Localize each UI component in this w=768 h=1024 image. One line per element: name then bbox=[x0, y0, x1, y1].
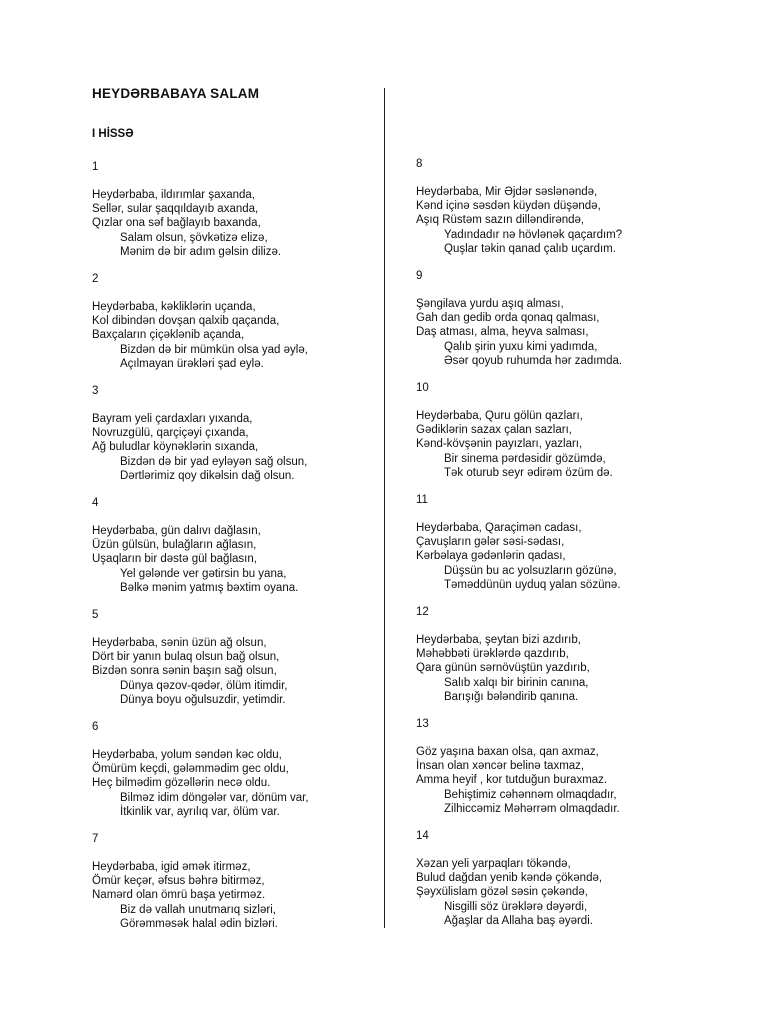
verse-line: Çavuşların gələr səsi-sədası, bbox=[416, 536, 565, 549]
stanza-number: 4 bbox=[92, 497, 99, 509]
part-heading: I HİSSƏ bbox=[92, 128, 134, 140]
verse-line: Heydərbaba, şeytan bizi azdırıb, bbox=[416, 634, 581, 646]
verse-line: Dərtlərimiz qoy dikəlsin dağ olsun. bbox=[120, 469, 295, 482]
verse-line: Bayram yeli çardaxları yıxanda, bbox=[92, 413, 253, 425]
stanza-number: 7 bbox=[92, 833, 99, 845]
stanza-lines bbox=[416, 633, 716, 704]
verse-line: Mənim də bir adım gəlsin dilizə. bbox=[120, 245, 282, 258]
stanza-11 bbox=[416, 493, 716, 592]
verse-line: Ömür keçər, əfsus bəhrə bitirməz, bbox=[92, 875, 265, 888]
stanza-number: 8 bbox=[416, 158, 423, 170]
stanza-lines bbox=[92, 412, 392, 483]
verse-line: Uşaqların bir dəstə gül bağlasın, bbox=[92, 553, 257, 566]
verse-line: Təməddünün uyduq yalan sözünə. bbox=[444, 578, 621, 591]
stanza-number: 2 bbox=[92, 273, 99, 285]
verse-line: Heydərbaba, yolum səndən kəc oldu, bbox=[92, 749, 282, 761]
stanza-number: 10 bbox=[416, 382, 429, 394]
stanza-number: 3 bbox=[92, 385, 99, 397]
stanza-number: 14 bbox=[416, 830, 429, 842]
verse-line: Ağ buludlar köynəklərin sıxanda, bbox=[92, 441, 259, 454]
verse-line: Şəngilava yurdu aşıq alması, bbox=[416, 298, 564, 310]
verse-line: Heydərbaba, kəkliklərin uçanda, bbox=[92, 301, 256, 313]
verse-line: Üzün gülsün, bulağların ağlasın, bbox=[92, 539, 257, 552]
verse-line: Kol dibindən dovşan qalxib qaçanda, bbox=[92, 315, 280, 328]
stanza-12 bbox=[416, 605, 716, 704]
verse-line: Tək oturub seyr ədirəm özüm də. bbox=[444, 466, 613, 479]
stanza-7 bbox=[92, 832, 392, 931]
verse-line: Yadındadır nə hövlənək qaçardım? bbox=[444, 228, 623, 241]
verse-line: Heydərbaba, gün dalıvı dağlasın, bbox=[92, 525, 261, 537]
verse-line: Kərbəlaya gədənlərin qadası, bbox=[416, 550, 566, 563]
verse-line: Kənd içinə səsdən küydən düşəndə, bbox=[416, 200, 601, 213]
verse-line: Şəyxülislam gözəl səsin çəkəndə, bbox=[416, 886, 588, 899]
verse-line: Heydərbaba, ildırımlar şaxanda, bbox=[92, 189, 255, 201]
verse-line: Heydərbaba, Quru gölün qazları, bbox=[416, 410, 583, 422]
stanza-number: 11 bbox=[416, 494, 428, 506]
verse-line: Düşsün bu ac yolsuzların gözünə, bbox=[444, 564, 617, 577]
verse-line: Heydərbaba, sənin üzün ağ olsun, bbox=[92, 637, 267, 649]
verse-line: Bir sinema pərdəsidir gözümdə, bbox=[444, 452, 606, 465]
verse-line: Kənd-kövşənin payızları, yazları, bbox=[416, 438, 583, 451]
verse-line: Salam olsun, şövkətizə elizə, bbox=[120, 231, 268, 244]
verse-line: Nisgilli söz ürəklərə dəyərdi, bbox=[444, 900, 588, 913]
verse-line: Bizdən sonra sənin başın sağ olsun, bbox=[92, 665, 277, 678]
verse-line: Ağaşlar da Allaha baş əyərdi. bbox=[444, 914, 593, 927]
verse-line: Qara günün sərnövüştün yazdırıb, bbox=[416, 662, 590, 675]
verse-line: Göz yaşına baxan olsa, qan axmaz, bbox=[416, 746, 599, 758]
stanza-number: 12 bbox=[416, 606, 429, 618]
verse-line: Namərd olan ömrü başa yetirməz. bbox=[92, 889, 266, 902]
verse-line: Bizdən də bir mümkün olsa yad əylə, bbox=[120, 343, 308, 356]
verse-line: Dünya boyu oğulsuzdir, yetimdir. bbox=[120, 693, 286, 706]
verse-line: Xəzan yeli yarpaqları tökəndə, bbox=[416, 858, 571, 870]
verse-line: Açılmayan ürəkləri şad eylə. bbox=[120, 357, 264, 370]
stanza-number: 5 bbox=[92, 609, 99, 621]
verse-line: Baxçaların çiçəklənib açanda, bbox=[92, 329, 245, 342]
verse-line: Bilməz idim döngələr var, dönüm var, bbox=[120, 791, 309, 804]
verse-line: Heydərbaba, Qaraçimən cadası, bbox=[416, 522, 582, 534]
stanza-lines bbox=[416, 521, 716, 592]
verse-line: İtkinlik var, ayrılıq var, ölüm var. bbox=[120, 805, 280, 818]
stanza-number: 13 bbox=[416, 718, 429, 730]
verse-line: Gah dan gedib orda qonaq qalması, bbox=[416, 312, 600, 325]
stanza-lines bbox=[416, 185, 716, 256]
verse-line: Bizdən də bir yad eyləyən sağ olsun, bbox=[120, 455, 308, 468]
verse-line: Zilhiccəmiz Məhərrəm olmaqdadır. bbox=[444, 802, 620, 815]
stanza-14 bbox=[416, 829, 716, 928]
verse-line: Salıb xalqı bir birinin canına, bbox=[444, 676, 589, 689]
verse-line: İnsan olan xəncər belinə taxmaz, bbox=[416, 760, 585, 773]
verse-line: Görəmməsək halal ədin bizləri. bbox=[120, 917, 278, 930]
stanza-13 bbox=[416, 717, 716, 816]
stanza-lines bbox=[416, 409, 716, 480]
verse-line: Məhəbbəti ürəklərdə qazdırıb, bbox=[416, 648, 569, 661]
stanza-8 bbox=[416, 157, 716, 256]
stanza-number: 9 bbox=[416, 270, 423, 282]
stanza-5 bbox=[92, 608, 392, 707]
verse-line: Heydərbaba, Mir Əjdər səslənəndə, bbox=[416, 186, 598, 198]
stanza-6 bbox=[92, 720, 392, 819]
verse-line: Novruzgülü, qarçiçəyi çıxanda, bbox=[92, 427, 249, 440]
verse-line: Qalıb şirin yuxu kimi yadımda, bbox=[444, 340, 598, 353]
stanza-lines bbox=[92, 188, 392, 259]
stanza-10 bbox=[416, 381, 716, 480]
stanza-lines bbox=[92, 748, 392, 819]
verse-line: Əsər qoyub ruhumda hər zadımda. bbox=[444, 354, 623, 367]
stanza-lines bbox=[92, 860, 392, 931]
stanza-9 bbox=[416, 269, 716, 368]
verse-line: Bulud dağdan yenib kəndə çökəndə, bbox=[416, 872, 603, 885]
stanza-lines bbox=[92, 524, 392, 595]
verse-line: Quşlar təkin qanad çalıb uçardım. bbox=[444, 242, 616, 255]
stanza-number: 1 bbox=[92, 161, 99, 173]
verse-line: Heç bilmədim gözəllərin necə oldu. bbox=[92, 777, 271, 790]
stanza-2 bbox=[92, 272, 392, 371]
stanza-lines bbox=[92, 300, 392, 371]
verse-line: Qızlar ona səf bağlayıb baxanda, bbox=[92, 217, 261, 230]
stanza-lines bbox=[416, 745, 716, 816]
stanza-4 bbox=[92, 496, 392, 595]
verse-line: Biz də vallah unutmarıq sizləri, bbox=[120, 903, 276, 916]
verse-line: Dört bir yanın bulaq olsun bağ olsun, bbox=[92, 651, 280, 664]
verse-line: Ömürüm keçdi, gələmmədim gec oldu, bbox=[92, 763, 289, 776]
verse-line: Barışığı bələndirib qanına. bbox=[444, 690, 579, 703]
verse-line: Gədiklərin sazax çalan sazları, bbox=[416, 424, 572, 437]
stanza-3 bbox=[92, 384, 392, 483]
stanza-number: 6 bbox=[92, 721, 99, 733]
verse-line: Dünya qəzov-qədər, ölüm itimdir, bbox=[120, 679, 288, 692]
stanza-lines bbox=[416, 857, 716, 928]
poem-title: HEYDƏRBABAYA SALAM bbox=[92, 86, 260, 101]
verse-line: Behiştimiz cəhənnəm olmaqdadır, bbox=[444, 788, 617, 801]
stanza-1 bbox=[92, 160, 392, 259]
verse-line: Amma heyif , kor tutduğun buraxmaz. bbox=[416, 774, 608, 787]
verse-line: Heydərbaba, igid əmək itirməz, bbox=[92, 861, 251, 873]
verse-line: Bəlkə mənim yatmış bəxtim oyana. bbox=[120, 581, 299, 594]
verse-line: Sellər, sular şaqqıldayıb axanda, bbox=[92, 203, 259, 216]
verse-line: Yel gələnde ver gətirsin bu yana, bbox=[120, 567, 287, 580]
verse-line: Aşıq Rüstəm sazın dilləndirəndə, bbox=[416, 214, 585, 227]
stanza-lines bbox=[92, 636, 392, 707]
stanza-lines bbox=[416, 297, 716, 368]
verse-line: Daş atması, alma, heyva salması, bbox=[416, 326, 589, 339]
